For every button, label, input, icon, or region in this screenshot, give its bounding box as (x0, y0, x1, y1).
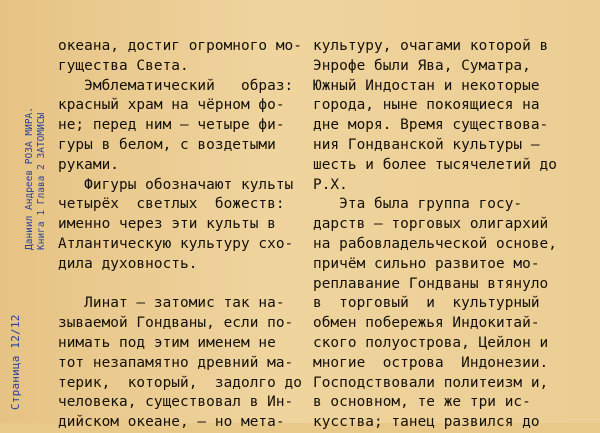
text-line: шесть и более тысячелетий до (313, 156, 557, 173)
book-chapter: Книга 1 Глава 2 ЗАТОМИСЫ (36, 112, 47, 250)
text-line: Южный Индостан и некоторые (313, 77, 540, 94)
author-title: Даниил Андреев РОЗА МИРА. (24, 107, 35, 250)
text-line: красный храм на чёрном фо- (58, 97, 285, 114)
text-line: гущества Света. (58, 57, 189, 74)
text-line: Атлантическую культуру схо- (58, 235, 294, 252)
text-line: дила духовность. (58, 255, 198, 272)
text-line: в основном, те же три ис- (313, 394, 531, 411)
text-line: обмен побережья Индокитай- (313, 315, 540, 332)
text-column-right (313, 37, 575, 433)
text-line: Господствовали политеизм и, (313, 374, 549, 391)
margin-note (0, 0, 52, 423)
text-line: Линат – затомис так на- (58, 295, 285, 312)
text-line: океана, достиг огромного мо- (58, 38, 302, 54)
text-line: Фигуры обозначают культы (58, 176, 294, 193)
paragraph-gap (58, 275, 300, 295)
text-line: причём сильно развитое мо- (313, 255, 540, 272)
text-line: дийском океане, – но мета- (58, 414, 285, 431)
text-column-left (58, 37, 300, 433)
text-line: Эмблематический образ: (58, 77, 294, 94)
text-line: ния Гондванской культуры – (313, 136, 540, 153)
text-line: не; перед ним – четыре фи- (58, 117, 285, 134)
text-line: Эта была группа госу- (313, 196, 523, 213)
text-line: тот незапамятно древний ма- (58, 354, 294, 371)
text-line: нимать под этим именем не (58, 334, 276, 351)
text-line: города, ныне покоящиеся на (313, 97, 540, 114)
text-line: гуры в белом, с воздетыми (58, 136, 276, 153)
text-line: дарств – торговых олигархий (313, 216, 549, 233)
text-line: терик, который, задолго до (58, 374, 302, 391)
text-line: в торговый и культурный (313, 295, 540, 312)
text-line: четырёх светлых божеств: (58, 196, 285, 213)
text-line: культуру, очагами которой в (313, 38, 549, 54)
text-line: ского полуострова, Цейлон и (313, 334, 549, 351)
text-line: на рабовладельческой основе, (313, 235, 557, 252)
text-line: человека, существовал в Ин- (58, 394, 294, 411)
text-line: именно через эти культы в (58, 216, 276, 233)
text-line: Энрофе были Ява, Суматра, (313, 57, 531, 74)
text-line: дне моря. Время существова- (313, 117, 549, 134)
text-line: руками. (58, 156, 119, 173)
text-line: зываемой Гондваны, если по- (58, 315, 294, 332)
text-line: кусства; танец развился до (313, 414, 540, 431)
page-number: Страница 12/12 (9, 314, 22, 410)
text-line: многие острова Индонезии. (313, 354, 549, 371)
text-line: реплавание Гондваны втянуло (313, 275, 549, 292)
text-line: Р.Х. (313, 176, 348, 193)
